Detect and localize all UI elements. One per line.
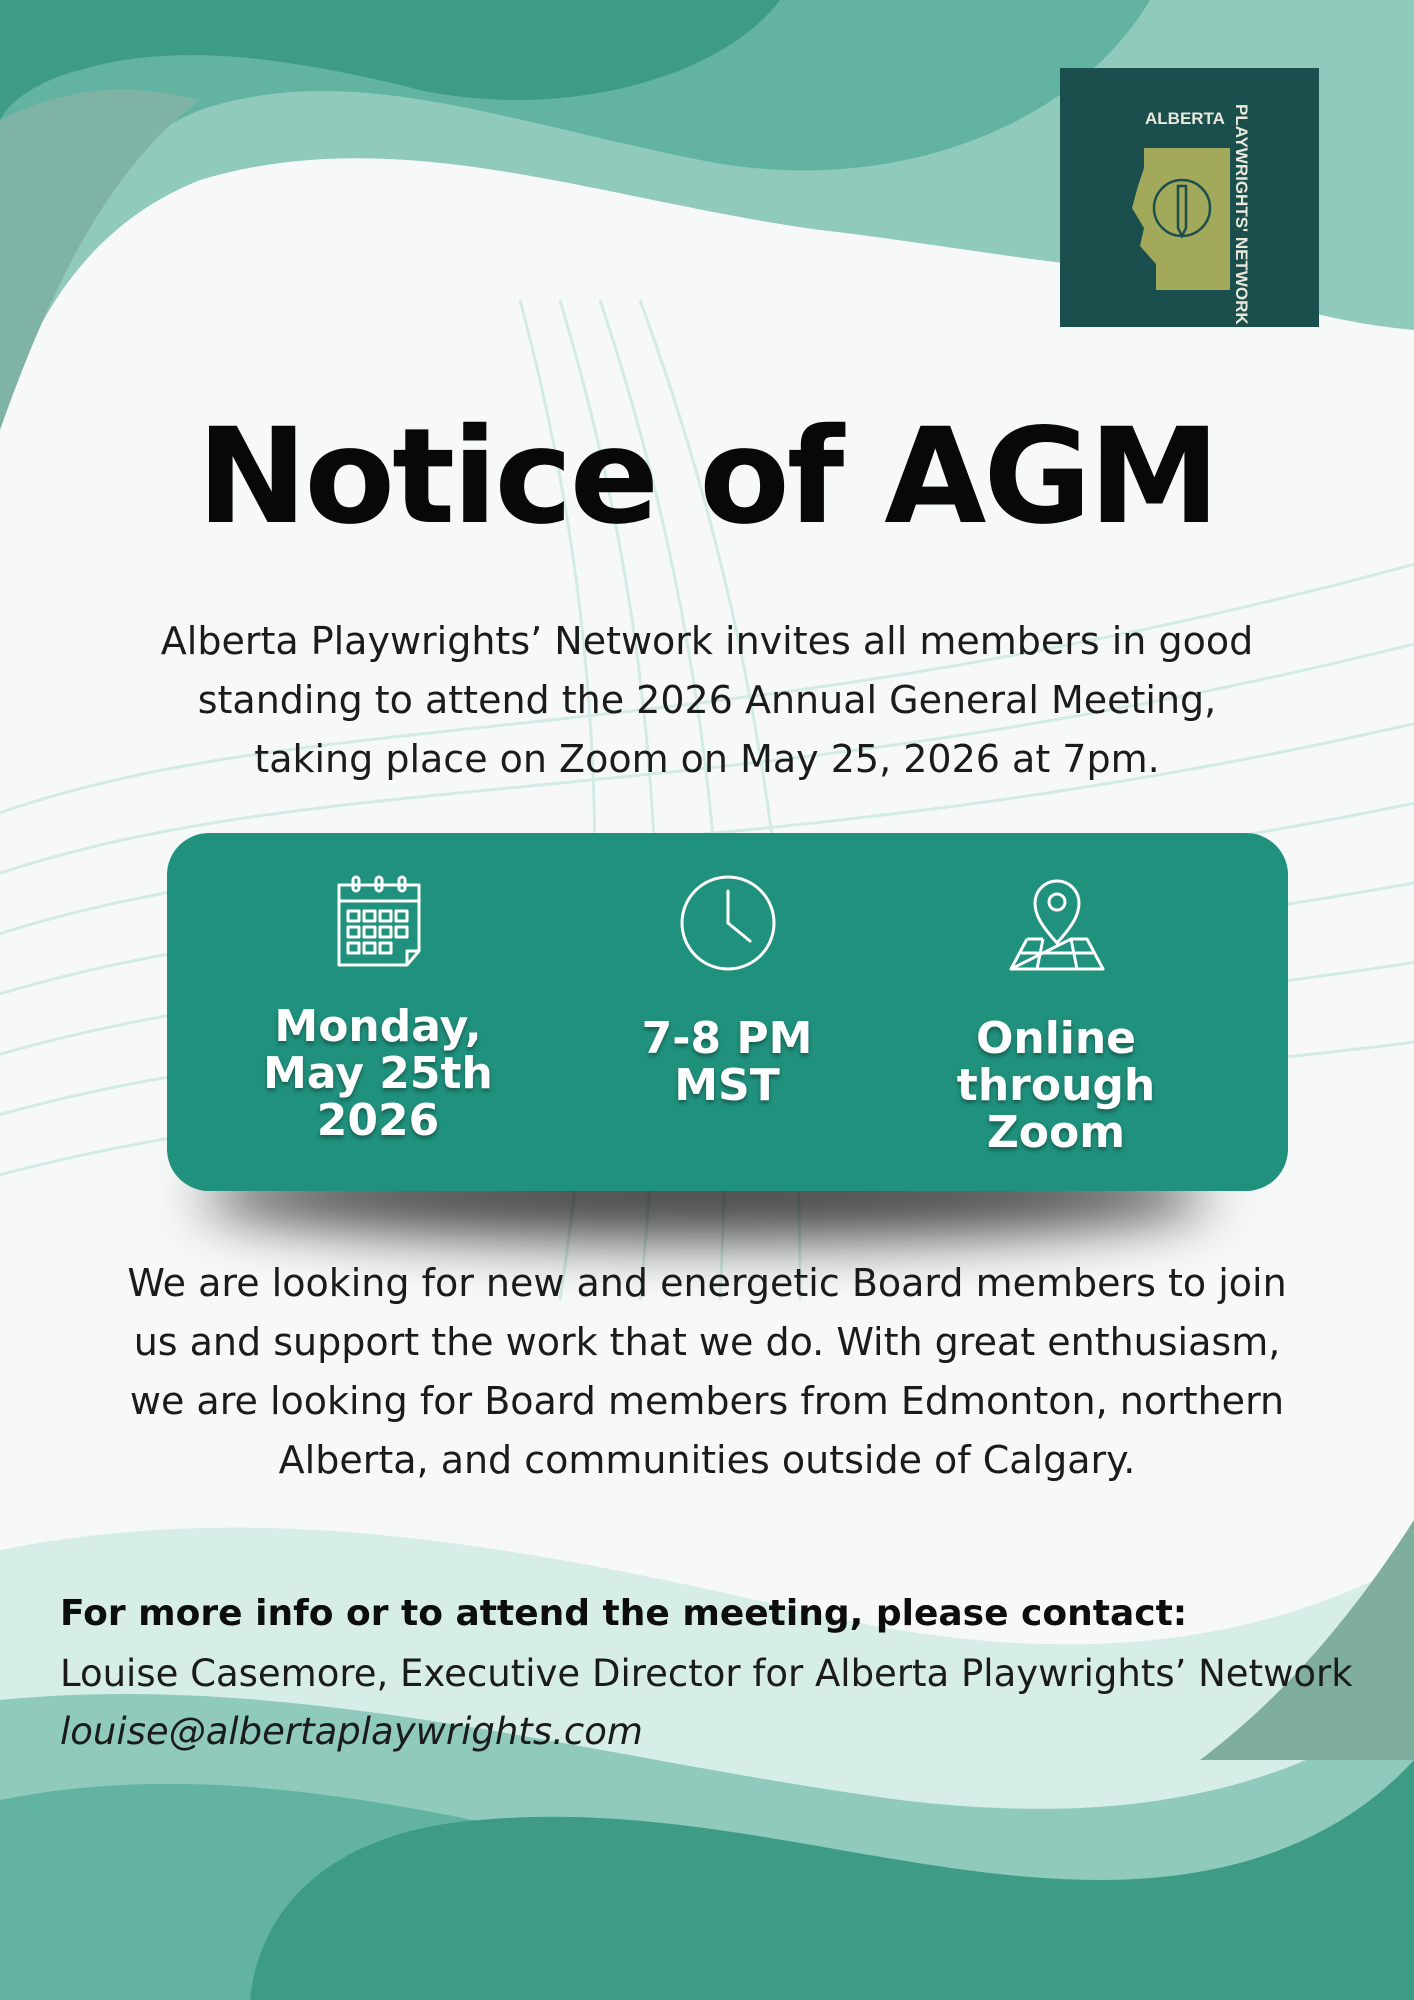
map-pin-icon [1007,873,1107,973]
intro-paragraph: Alberta Playwrights’ Network invites all members in good standing to attend the 2026 Annual General Meeting, taking place on Zoom on May 25, 2026 at 7pm. [160,619,1254,781]
event-info-panel [167,833,1288,1191]
contact-heading: For more info or to attend the meeting, please contact: [60,1593,1188,1634]
logo-word-playwrights-network: PLAYWRIGHTS' NETWORK [1232,104,1251,325]
page-title: Notice of AGM [196,400,1218,554]
location-column [891,833,1221,1191]
location-label: Online through Zoom [956,1013,1156,1158]
contact-email-link[interactable]: louise@albertaplaywrights.com [60,1710,643,1753]
date-column [213,833,543,1191]
date-label: Monday, May 25th 2026 [263,1001,493,1146]
time-column [562,833,892,1191]
time-label: 7-8 PM MST [641,1013,813,1111]
alberta-map-pencil-icon [1060,68,1319,327]
board-recruitment-paragraph: We are looking for new and energetic Board members to join us and support the work that we do. With great enthusiasm, we are looking for Board members from Edmonton, northern Alberta, and communities outside of Calgary. [127,1261,1287,1482]
contact-name: Louise Casemore, Executive Director for Alberta Playwrights’ Network [60,1652,1353,1695]
logo-word-alberta: ALBERTA [1145,109,1225,128]
clock-icon [678,873,778,973]
network-logo [1060,68,1319,327]
calendar-icon [329,873,429,973]
